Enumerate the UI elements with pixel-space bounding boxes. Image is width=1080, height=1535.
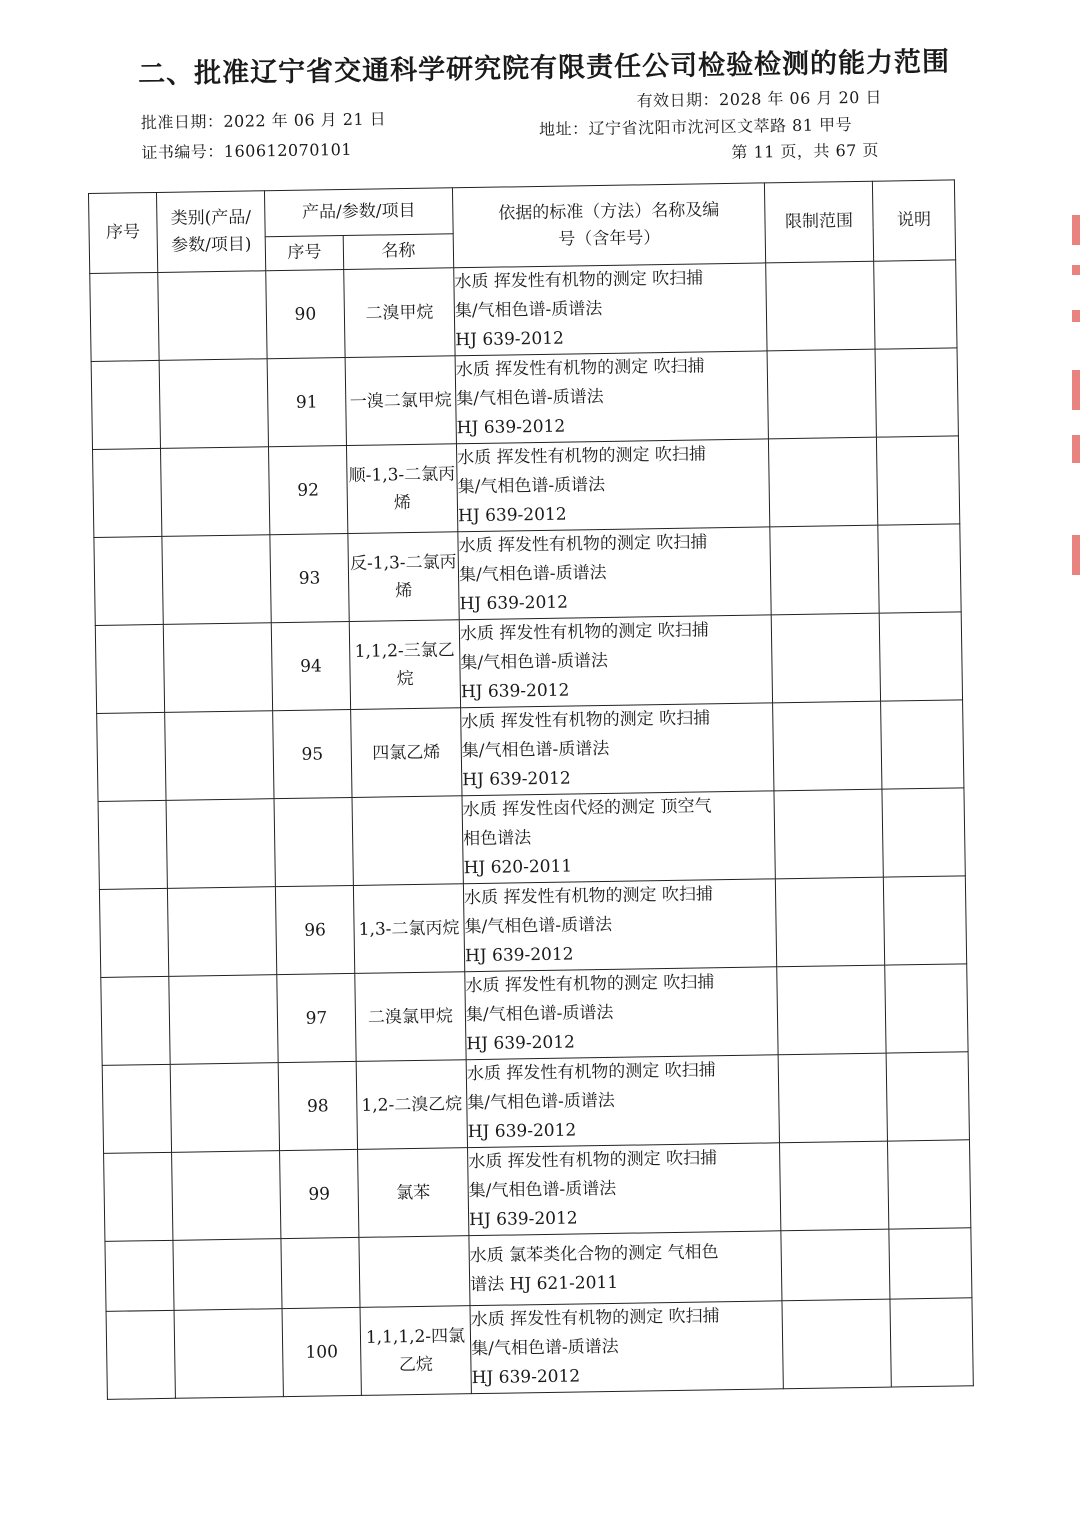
cell-limit	[778, 1053, 887, 1143]
header-serial: 序号	[88, 192, 157, 273]
cell-standard	[465, 967, 778, 1060]
table-row	[106, 1298, 973, 1400]
cell-standard	[468, 1143, 781, 1236]
cell-item-name: 1,3-二氯丙烷	[353, 884, 464, 974]
cell-item-number: 99	[280, 1149, 359, 1238]
cell-item-number: 98	[278, 1061, 357, 1150]
standard-line: HJ 639-2012	[460, 680, 570, 703]
table-row	[97, 700, 964, 802]
cell-limit	[767, 349, 876, 439]
cell-item-number: 91	[267, 358, 346, 447]
cell-standard	[470, 1301, 783, 1394]
cell-item-number: 94	[271, 621, 350, 710]
approval-date: 批准日期：2022 年 06 月 21 日	[140, 109, 387, 133]
cell-category	[158, 271, 267, 361]
standard-line: 集/气相色谱-质谱法	[457, 474, 606, 498]
cell-standard	[459, 615, 772, 708]
cell-category	[166, 799, 275, 889]
standard-line: 水质 挥发性有机物的测定 吹扫捕	[455, 356, 705, 381]
cell-category	[159, 359, 268, 449]
table-row	[104, 1140, 971, 1242]
cell-standard	[456, 439, 769, 532]
cell-item-number: 92	[268, 446, 347, 535]
standard-line: 水质 挥发性有机物的测定 吹扫捕	[461, 708, 711, 733]
cell-category	[172, 1151, 281, 1241]
cell-item-name: 1,2-二溴乙烷	[356, 1060, 467, 1150]
cell-item-number: 90	[266, 270, 345, 359]
cell-item-name: 四氯乙烯	[351, 708, 462, 798]
cell-serial	[102, 1064, 171, 1153]
table-row	[94, 524, 961, 626]
header-standard: 依据的标准（方法）名称及编号（含年号）	[452, 183, 765, 268]
cell-limit	[774, 789, 883, 879]
cell-note	[875, 348, 958, 437]
cell-serial	[95, 624, 164, 713]
standard-line: 水质 挥发性有机物的测定 吹扫捕	[468, 1148, 718, 1173]
cell-limit	[777, 965, 886, 1055]
standard-line: 集/气相色谱-质谱法	[461, 738, 610, 762]
standard-line: 集/气相色谱-质谱法	[471, 1336, 619, 1360]
cell-item-name	[359, 1236, 470, 1308]
cell-item-name: 二溴氯甲烷	[355, 972, 466, 1062]
seal-edge-mark	[1072, 265, 1080, 275]
cell-standard	[461, 703, 774, 796]
table-row	[101, 964, 968, 1066]
standard-line: HJ 639-2012	[464, 944, 574, 967]
standard-line: 集/气相色谱-质谱法	[456, 386, 604, 410]
cell-serial	[97, 712, 166, 801]
cell-note	[878, 524, 961, 613]
cell-note	[883, 876, 966, 965]
cell-limit	[779, 1141, 888, 1231]
seal-edge-mark	[1072, 535, 1080, 575]
cell-item-name: 反-1,3-二氯丙烯	[348, 532, 459, 622]
standard-line: 相色谱法	[463, 828, 532, 850]
cell-standard	[454, 263, 767, 356]
standard-line: HJ 639-2012	[457, 504, 567, 527]
cell-limit	[771, 613, 880, 703]
cell-note	[876, 436, 959, 525]
standard-line: 水质 挥发性卤代烃的测定 顶空气	[462, 796, 712, 821]
cell-item-name	[352, 796, 463, 886]
cell-item-name: 1,1,2-三氯乙烷	[349, 620, 460, 710]
cell-item-number: 95	[273, 709, 352, 798]
cell-note	[889, 1228, 972, 1299]
cell-category	[170, 1063, 279, 1153]
cell-limit	[768, 437, 877, 527]
cell-standard	[458, 527, 771, 620]
page-info: 第 11 页，共 67 页	[731, 140, 880, 162]
cell-standard	[455, 351, 768, 444]
cell-note	[879, 612, 962, 701]
cell-item-number	[274, 797, 353, 886]
cell-serial	[94, 536, 163, 625]
header-product-group: 产品/参数/项目	[264, 188, 453, 237]
table-body	[90, 260, 974, 1399]
cell-item-name: 一溴二氯甲烷	[345, 356, 456, 446]
valid-date: 有效日期：2028 年 06 月 20 日	[636, 87, 883, 111]
cell-standard	[469, 1231, 782, 1306]
cell-serial	[105, 1240, 174, 1311]
standard-line: 水质 挥发性有机物的测定 吹扫捕	[463, 884, 714, 909]
header-category: 类别(产品/参数/项目)	[156, 191, 265, 273]
cell-category	[165, 711, 274, 801]
capability-table	[88, 179, 974, 1399]
cell-standard	[463, 879, 776, 972]
cell-standard	[462, 791, 775, 884]
standard-line: 水质 氯苯类化合物的测定 气相色	[469, 1241, 719, 1266]
document-title: 二、批准辽宁省交通科学研究院有限责任公司检验检测的能力范围	[137, 46, 951, 91]
standard-line: 集/气相色谱-质谱法	[464, 914, 613, 938]
cell-note	[881, 700, 964, 789]
cell-item-number: 93	[270, 533, 349, 622]
cell-item-name: 二溴甲烷	[344, 268, 455, 358]
standard-line: HJ 639-2012	[466, 1032, 576, 1055]
standard-line: 集/气相色谱-质谱法	[460, 650, 609, 674]
cell-note	[885, 964, 968, 1053]
cell-limit	[773, 701, 882, 791]
standard-line: 水质 挥发性有机物的测定 吹扫捕	[458, 532, 708, 557]
cell-item-name: 1,1,1,2-四氯乙烷	[360, 1306, 471, 1396]
seal-edge-mark	[1072, 435, 1080, 463]
cell-category	[162, 535, 271, 625]
standard-line: 水质 挥发性有机物的测定 吹扫捕	[470, 1306, 720, 1331]
cell-note	[886, 1052, 969, 1141]
cell-note	[890, 1298, 973, 1387]
standard-line: 水质 挥发性有机物的测定 吹扫捕	[465, 972, 715, 997]
standard-line: HJ 639-2012	[455, 328, 564, 351]
cell-category	[161, 447, 270, 537]
table-row	[93, 436, 960, 538]
cell-serial	[93, 448, 162, 537]
cell-category	[167, 887, 276, 977]
cell-item-name: 氯苯	[358, 1148, 469, 1238]
standard-line: 集/气相色谱-质谱法	[465, 1002, 614, 1026]
table-row	[91, 348, 958, 450]
cell-serial	[98, 800, 167, 889]
cell-note	[874, 260, 957, 349]
certificate-number: 证书编号：160612070101	[141, 139, 353, 163]
cell-serial	[104, 1152, 173, 1241]
cell-limit	[781, 1229, 890, 1301]
cell-limit	[766, 261, 875, 351]
standard-line: 集/气相色谱-质谱法	[454, 298, 603, 322]
cell-category	[173, 1239, 282, 1311]
table-row	[102, 1052, 969, 1154]
cell-item-number: 100	[282, 1307, 361, 1396]
cell-serial	[90, 272, 159, 361]
cell-limit	[770, 525, 879, 615]
cell-category	[163, 623, 272, 713]
table-row	[90, 260, 957, 362]
cell-serial	[91, 360, 160, 449]
header-sub-serial: 序号	[265, 236, 344, 271]
cell-serial	[99, 888, 168, 977]
standard-line: HJ 639-2012	[467, 1120, 577, 1143]
cell-item-number	[281, 1237, 360, 1308]
standard-line: 水质 挥发性有机物的测定 吹扫捕	[459, 620, 709, 645]
standard-line: HJ 639-2012	[471, 1366, 581, 1389]
cell-item-number: 97	[277, 973, 356, 1062]
standard-line: HJ 639-2012	[459, 592, 569, 615]
header-sub-name: 名称	[343, 234, 454, 270]
standard-line: HJ 639-2012	[456, 416, 566, 439]
standard-line: HJ 620-2011	[463, 856, 573, 879]
standard-line: 水质 挥发性有机物的测定 吹扫捕	[457, 444, 707, 469]
table-row	[98, 788, 965, 890]
table-row	[95, 612, 962, 714]
cell-item-number: 96	[275, 885, 354, 974]
standard-line: 水质 挥发性有机物的测定 吹扫捕	[466, 1060, 716, 1085]
seal-edge-mark	[1072, 370, 1080, 410]
standard-line: HJ 639-2012	[469, 1208, 578, 1231]
standard-line: 水质 挥发性有机物的测定 吹扫捕	[454, 268, 704, 293]
seal-edge-mark	[1072, 215, 1080, 245]
cell-category	[174, 1309, 283, 1399]
address: 地址：辽宁省沈阳市沈河区文萃路 81 甲号	[538, 115, 853, 139]
cell-category	[169, 975, 278, 1065]
standard-line: 集/气相色谱-质谱法	[468, 1178, 617, 1202]
cell-serial	[106, 1310, 175, 1399]
standard-line: HJ 639-2012	[462, 768, 571, 791]
header-limit: 限制范围	[764, 181, 873, 263]
cell-limit	[782, 1299, 891, 1389]
cell-standard	[466, 1055, 779, 1148]
seal-edge-mark	[1072, 310, 1080, 322]
standard-line: 集/气相色谱-质谱法	[467, 1090, 615, 1114]
cell-note	[882, 788, 965, 877]
cell-serial	[101, 976, 170, 1065]
cell-note	[887, 1140, 970, 1229]
table-row	[99, 876, 966, 978]
cell-item-name: 顺-1,3-二氯丙烯	[346, 444, 457, 534]
standard-line: 集/气相色谱-质谱法	[458, 562, 607, 586]
cell-limit	[775, 877, 884, 967]
standard-line: 谱法 HJ 621-2011	[470, 1272, 619, 1295]
header-note: 说明	[872, 180, 955, 261]
